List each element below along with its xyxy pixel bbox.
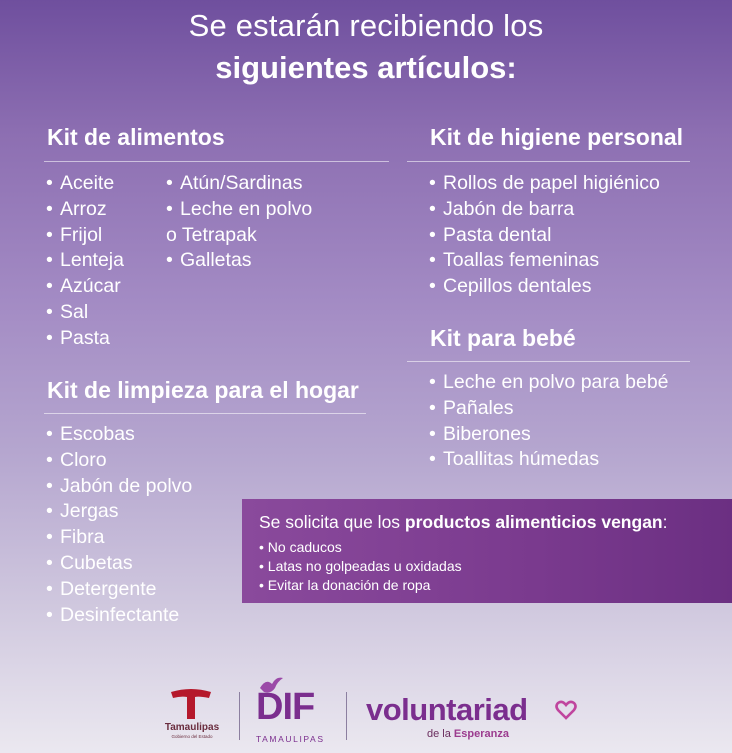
list-item: • Leche en polvo	[166, 197, 313, 220]
list-item: • Latas no golpeadas u oxidadas	[259, 558, 462, 574]
list-item: • Cepillos dentales	[429, 275, 592, 298]
footer-logos	[0, 670, 732, 753]
list-item: • Jergas	[46, 500, 119, 523]
kit-bebe-list	[429, 370, 669, 473]
kit-alimentos-list-col2	[166, 171, 312, 274]
kit-bebe-rule	[407, 361, 690, 362]
list-item: • Jabón de polvo	[46, 474, 193, 497]
voluntariado-logo	[366, 692, 581, 742]
kit-alimentos-heading: Kit de alimentos	[47, 124, 225, 150]
list-item: • Frijol	[46, 223, 103, 246]
notice-box	[242, 499, 732, 603]
list-item: • Evitar la donación de ropa	[259, 577, 431, 593]
list-item: • Azúcar	[46, 275, 121, 298]
list-item: • Rollos de papel higiénico	[429, 172, 660, 194]
page-title-line2: siguientes artículos:	[215, 50, 517, 85]
list-item: • Atún/Sardinas	[166, 172, 303, 194]
list-item: • Pasta	[46, 326, 110, 349]
logo-divider	[239, 692, 240, 740]
kit-higiene-rule	[407, 161, 690, 162]
kit-higiene-heading: Kit de higiene personal	[430, 124, 684, 150]
voluntariado-sublabel: de la Esperanza	[427, 728, 509, 740]
list-item: • Fibra	[46, 526, 105, 549]
list-item: • No caducos	[259, 539, 342, 555]
list-item: • Aceite	[46, 172, 115, 194]
voluntariado-wordmark: voluntariad	[366, 692, 528, 727]
dif-sublabel: TAMAULIPAS	[256, 734, 325, 744]
list-item: • Lenteja	[46, 249, 124, 272]
tamaulipas-sublabel: Gobierno del Estado	[171, 734, 213, 739]
logo-divider	[346, 692, 347, 740]
kit-bebe-heading: Kit para bebé	[430, 325, 576, 351]
list-item: • Cubetas	[46, 551, 133, 574]
list-item: • Biberones	[429, 422, 531, 445]
list-item: • Jabón de barra	[429, 197, 575, 220]
list-item: • Galletas	[166, 249, 252, 272]
tamaulipas-t-icon	[169, 688, 213, 722]
list-item: • Toallas femeninas	[429, 249, 600, 272]
list-item: • Arroz	[46, 197, 107, 220]
notice-list	[259, 538, 462, 595]
list-item: • Escobas	[46, 423, 135, 445]
tamaulipas-label: Tamaulipas	[164, 722, 220, 733]
tamaulipas-logo	[160, 688, 224, 748]
heart-icon	[555, 700, 577, 720]
list-item: • Pañales	[429, 396, 514, 419]
kit-limpieza-rule	[44, 413, 366, 414]
list-item: • Detergente	[46, 577, 157, 600]
list-item: • Toallitas húmedas	[429, 448, 600, 471]
kit-higiene-list	[429, 171, 660, 300]
notice-heading: Se solicita que los productos alimenticios vengan:	[259, 512, 668, 532]
list-item: • Leche en polvo para bebé	[429, 371, 669, 393]
list-item: o Tetrapak	[166, 223, 257, 246]
kit-limpieza-heading: Kit de limpieza para el hogar	[47, 377, 359, 403]
kit-limpieza-list	[46, 422, 192, 628]
list-item: • Cloro	[46, 448, 107, 471]
list-item: • Pasta dental	[429, 223, 552, 246]
list-item: • Sal	[46, 300, 89, 323]
dif-logo	[254, 676, 332, 746]
page-title-line1: Se estarán recibiendo los	[188, 8, 544, 43]
kit-alimentos-rule	[44, 161, 389, 162]
kit-alimentos-list-col1	[46, 171, 124, 352]
dif-wordmark: DIF	[256, 686, 315, 728]
list-item: • Desinfectante	[46, 603, 180, 626]
